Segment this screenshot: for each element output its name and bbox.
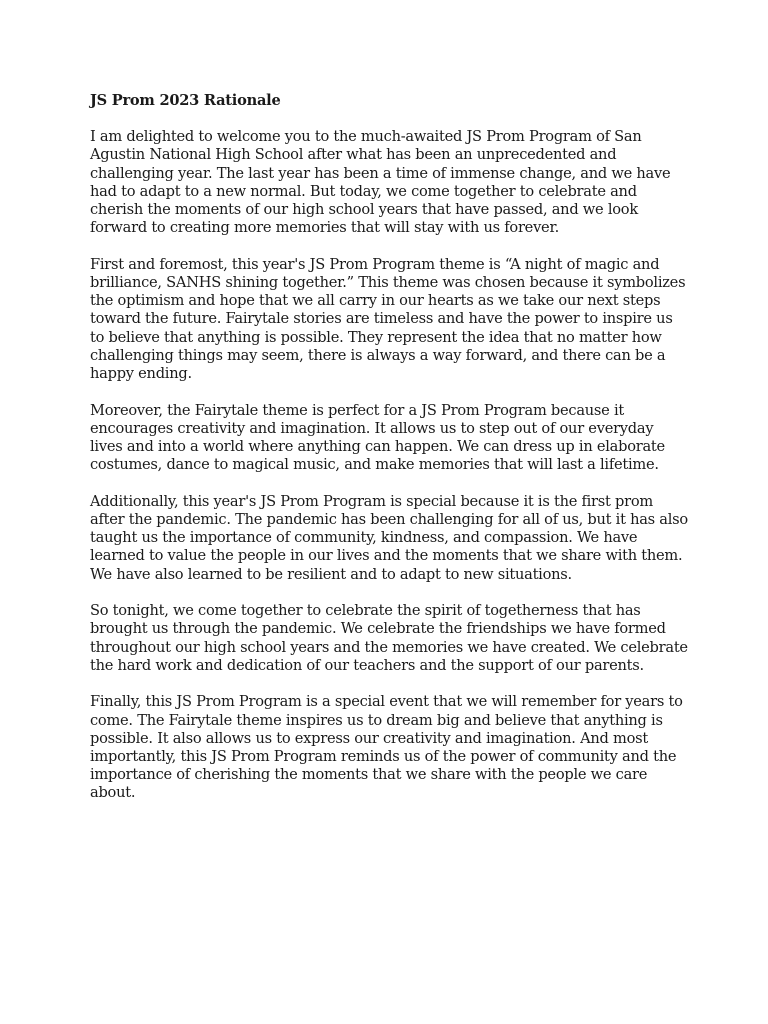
document-title: JS Prom 2023 Rationale	[90, 92, 281, 109]
paragraph-theme: First and foremost, this year's JS Prom Program theme is “A night of magic and brilliance, SANHS shining together.” This theme was chosen because it symbolizes the optimism and hope that we all carry in our hearts as we take our next steps toward the future. Fairytale stories are timeless and have the power to inspire us to believe that anything is possible. They represent the idea that no matter how challenging things may seem, there is always a way forward, and there can be a happy ending.	[90, 255, 686, 383]
paragraph-pandemic: Additionally, this year's JS Prom Program is special because it is the first prom after the pandemic. The pandemic has been challenging for all of us, but it has also taught us the importance of community, kindness, and compassion. We have learned to value the people in our lives and the moments that we share with them. We have also learned to be resilient and to adapt to new situations.	[90, 492, 688, 583]
paragraph-welcome: I am delighted to welcome you to the much-awaited JS Prom Program of San Agustin National High School after what has been an unprecedented and challenging year. The last year has been a time of immense change, and we have had to adapt to a new normal. But today, we come together to celebrate and cherish the moments of our high school years that have passed, and we look forward to creating more memories that will stay with us forever.	[90, 128, 671, 237]
paragraph-finally: Finally, this JS Prom Program is a special event that we will remember for years to come. The Fairytale theme inspires us to dream big and believe that anything is possible. It also allows us to express our creativity and imagination. And most importantly, this JS Prom Program reminds us of the power of community and the importance of cherishing the moments that we share with the people we care about.	[90, 693, 683, 802]
document-body	[90, 92, 690, 821]
paragraph-fairytale: Moreover, the Fairytale theme is perfect for a JS Prom Program because it encourages creativity and imagination. It allows us to step out of our everyday lives and into a world where anything can happen. We can dress up in elaborate costumes, dance to magical music, and make memories that will last a lifetime.	[90, 401, 665, 474]
paragraph-togetherness: So tonight, we come together to celebrate the spirit of togetherness that has brought us through the pandemic. We celebrate the friendships we have formed throughout our high school years and the memories we have created. We celebrate the hard work and dedication of our teachers and the support of our parents.	[90, 602, 688, 674]
